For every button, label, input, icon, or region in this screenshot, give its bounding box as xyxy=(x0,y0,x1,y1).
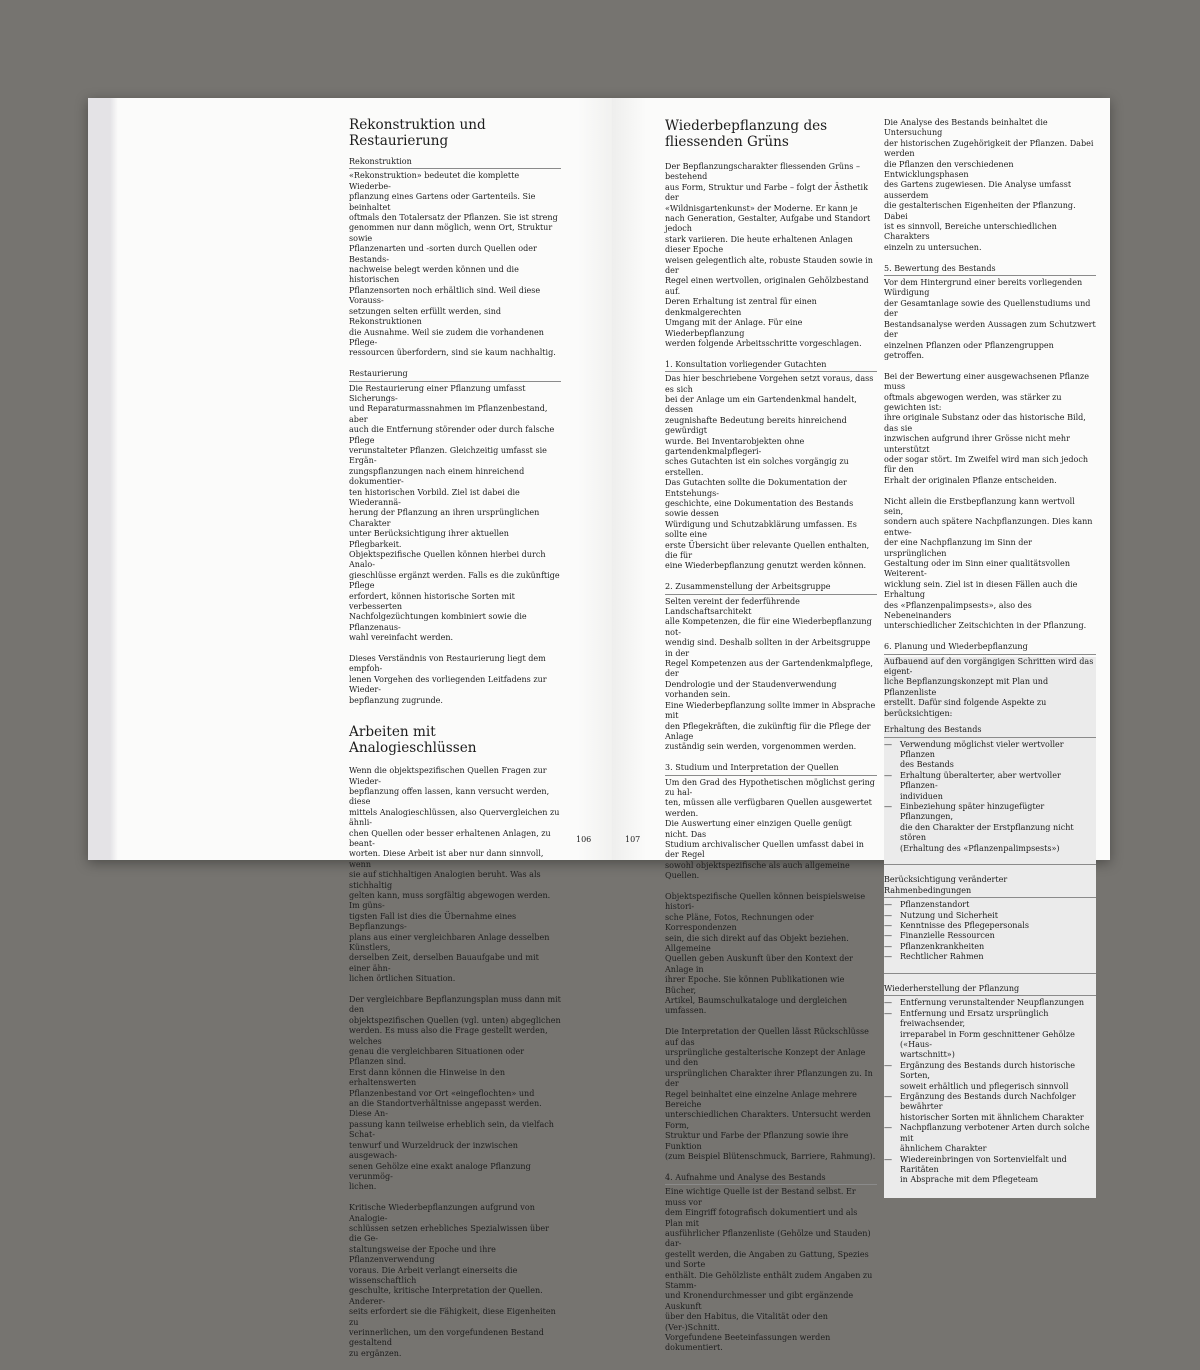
list-item: — Kenntnisse des Pflegepersonals xyxy=(884,921,1096,931)
page-number-right: 107 xyxy=(625,835,641,844)
list-preservation xyxy=(884,740,1096,854)
text-restaurierung: Die Restaurierung einer Pflanzung umfasst Sicherungs- und Reparaturmassnahmen im Pflanzenbestand, aber auch die Entfernung störender oder durch falsche Pflege verunstalteter Pflanzen. Gleichzeitig umfasst sie Ergän- zungspflanzungen nach einem hinreichend dokumentier- ten historischen Vorbild. Ziel ist dabei die Wiederannä- herung der Pflanzung an ihren ursprünglichen Charakter unter Berücksichtigung ihrer aktuellen Pflegbarkeit. Objektspezifische Quellen können hierbei durch Analo- gieschlüsse ergänzt werden. Falls es die zukünftige Pflege erfordert, können historische Sorten mit verbesserten Nachfolgezüchtungen kombiniert sowie die Pflanzenaus- wahl vereinfacht werden. xyxy=(349,383,560,643)
section-title-reconstruction: Rekonstruktion und Restaurierung xyxy=(349,117,486,149)
box-heading-restoration: Wiederherstellung der Pflanzung xyxy=(884,984,1096,996)
list-item: — Pflanzenstandort xyxy=(884,900,1096,910)
text-analogies-3: Kritische Wiederbepflanzungen aufgrund von Analogie- schlüssen setzen erhebliches Spezialwissen über die Ge- staltungsweise der Epoche und ihre Pflanzenverwendung voraus. Die Arbeit verlangt einerseits die wissenschaftlich geschulte, kritische Interpretation der Quellen. Anderer- seits erfordert sie die Fähigkeit, diese Eigenheiten zu verinnerlichen, um den vorgefundenen Bestand gestaltend zu ergänzen. xyxy=(349,1203,556,1358)
text-step-2: Selten vereint der federführende Landschaftsarchitekt alle Kompetenzen, die für eine Wiederbepflanzung not- wendig sind. Deshalb sollten in der Arbeitsgruppe in der Regel Kompetenzen aus der Gartendenkmalpflege, der Dendrologie und der Staudenverwendung vorhanden sein. Eine Wiederbepflanzung sollte immer in Absprache mit den Pflegekräften, die zukünftig für die Pflege der Anlage zuständig sein werden, vorgenommen werden. xyxy=(665,596,876,752)
list-item: — Pflanzenkrankheiten xyxy=(884,942,1096,952)
page-number-left: 106 xyxy=(576,835,592,844)
heading-step-1: 1. Konsultation vorliegender Gutachten xyxy=(665,360,877,372)
right-column-2 xyxy=(884,118,1096,1198)
heading-rekonstruktion: Rekonstruktion xyxy=(349,157,561,169)
text-step-6: Aufbauend auf den vorgängigen Schritten wird das eigent- liche Bepflanzungskonzept mit Plan und Pflanzenliste erstellt. Dafür sind folgende Aspekte zu berücksichtigen: xyxy=(884,656,1094,718)
left-page xyxy=(88,98,612,1358)
text-step-3c: Die Interpretation der Quellen lässt Rückschlüsse auf das ursprüngliche gestalterische Konzept der Anlage und den ursprünglichen Charakter ihrer Pflanzungen zu. In der Regel beinhaltet eine einzelne Anlage mehrere Bereiche unterschiedlichen Charakters. Untersucht werden Form, Struktur und Farbe der Pflanzung sowie ihre Funktion (zum Beispiel Blütenschmuck, Barriere, Rahmung). xyxy=(665,1027,876,1162)
heading-step-6: 6. Planung und Wiederbepflanzung xyxy=(884,642,1096,654)
list-item: — Erhaltung überalterter, aber wertvoller Pflanzen- individuen xyxy=(884,771,1096,802)
list-item: — Nutzung und Sicherheit xyxy=(884,911,1096,921)
right-column-1 xyxy=(665,118,877,1364)
heading-restaurierung: Restaurierung xyxy=(349,369,561,381)
text-analogies-1: Wenn die objektspezifischen Quellen Fragen zur Wieder- bepflanzung offen lassen, kann versucht werden, diese mittels Analogieschlüssen, also Quervergleichen zu ähnli- chen Quellen oder besser erhaltenen Anlagen, zu beant- worten. Diese Arbeit ist aber nur dann sinnvoll, wenn sie auf stichhaltigen Analogien beruht. Was als stichhaltig gelten kann, muss sorgfältig abgewogen werden. Im güns- tigsten Fall ist dies die Übernahme eines Bepflanzungs- plans aus einer vergleichbaren Anlage desselben Künstlers, derselben Zeit, derselben Bauaufgabe und mit einer ähn- lichen örtlichen Situation. xyxy=(349,766,560,984)
step-6-box xyxy=(884,657,1096,1198)
right-page xyxy=(612,98,1110,1353)
text-step-5b: Bei der Bewertung einer ausgewachsenen Pflanze muss oftmals abgewogen werden, was stärker zu gewichten ist: ihre originale Substanz oder das historische Bild, das sie inzwischen aufgrund ihrer Grösse nicht mehr unterstützt oder sogar stört. Im Zweifel wird man sich jedoch für den Erhalt der originalen Pflanze entscheiden. xyxy=(884,371,1090,485)
heading-step-4: 4. Aufnahme und Analyse des Bestands xyxy=(665,1173,877,1185)
text-step-3a: Um den Grad des Hypothetischen möglichst gering zu hal- ten, müssen alle verfügbaren Quellen ausgewertet werden. Die Auswertung einer einzigen Quelle genügt nicht. Das Studium archivalischer Quellen umfasst dabei in der Regel sowohl objektspezifische als auch allgemeine Quellen. xyxy=(665,777,875,881)
box-heading-preservation: Erhaltung des Bestands xyxy=(884,725,1096,737)
divider xyxy=(884,973,1096,974)
text-intro: Der Bepflanzungscharakter fliessenden Grüns – bestehend aus Form, Struktur und Farbe – folgt der Ästhetik der «Wildnisgartenkunst» der Moderne. Er kann je nach Generation, Gestalter, Aufgabe und Standort jedoch stark variieren. Die heute erhaltenen Anlagen dieser Epoche weisen gelegentlich alte, robuste Stauden sowie in der Regel einen wertvollen, originalen Gehölzbestand auf. Deren Erhaltung ist zentral für einen denkmalgerechten Umgang mit der Anlage. Für eine Wiederbepflanzung werden folgende Arbeitsschritte vorgeschlagen. xyxy=(665,162,873,348)
list-item: — Nachpflanzung verbotener Arten durch solche mit ähnlichem Charakter xyxy=(884,1123,1096,1154)
list-item: — Finanzielle Ressourcen xyxy=(884,931,1096,941)
list-conditions xyxy=(884,900,1096,962)
section-title-analogies: Arbeiten mit Analogieschlüssen xyxy=(349,724,477,757)
divider xyxy=(884,864,1096,865)
text-step-3b: Objektspezifische Quellen können beispielsweise histori- sche Pläne, Fotos, Rechnungen oder Korrespondenzen sein, die sich direkt auf das Objekt beziehen. Allgemeine Quellen geben Auskunft über den Kontext der Anlage in ihrer Epoche. Sie können Publikationen wie Bücher, Artikel, Baumschulkataloge und dergleichen umfassen. xyxy=(665,891,866,1016)
text-analogies-2: Der vergleichbare Bepflanzungsplan muss dann mit den objektspezifischen Quellen (vgl. unten) abgeglichen werden. Es muss also die Frage gestellt werden, welches genau die vergleichbaren Situationen oder Pflanzen sind. Erst dann können die Hinweise in den erhaltenswerten Pflanzenbestand vor Ort «eingeflochten» und an die Standortverhältnisse angepasst werden. Diese An- passung kann teilweise erheblich sein, da vielfach Schat- tenwurf und Wurzeldruck der inzwischen ausgewach- senen Gehölze eine exakt analoge Pflanzung verunmög- lichen. xyxy=(349,995,561,1192)
box-heading-conditions: Berücksichtigung veränderter Rahmenbedingungen xyxy=(884,875,1096,898)
list-item: — Verwendung möglichst vieler wertvoller Pflanzen des Bestands xyxy=(884,740,1096,771)
list-item: — Entfernung verunstaltender Neupflanzungen xyxy=(884,998,1096,1008)
heading-step-3: 3. Studium und Interpretation der Quellen xyxy=(665,763,877,775)
text-restaurierung-2: Dieses Verständnis von Restaurierung liegt dem empfoh- lenen Vorgehen des vorliegenden Leitfadens zur Wieder- bepflanzung zugrunde. xyxy=(349,654,547,705)
text-step-1: Das hier beschriebene Vorgehen setzt voraus, dass es sich bei der Anlage um ein Gartendenkmal handelt, dessen zeugnishafte Bedeutung bereits hinreichend gewürdigt wurde. Bei Inventarobjekten ohne gartendenkmalpflegeri- sches Gutachten ist ein solches vorgängig zu erstellen. Das Gutachten sollte die Dokumentation der Entstehungs- geschichte, eine Dokumentation des Bestands sowie dessen Würdigung und Schutzabklärung umfassen. Es sollte eine erste Übersicht über relevante Quellen enthalten, die für eine Wiederbepflanzung genutzt werden können. xyxy=(665,374,874,571)
list-item: — Ergänzung des Bestands durch Nachfolger bewährter historischer Sorten mit ähnlichem Charakter xyxy=(884,1092,1096,1123)
text-step-5c: Nicht allein die Erstbepflanzung kann wertvoll sein, sondern auch spätere Nachpflanzungen. Dies kann entwe- der eine Nachpflanzung im Sinn der ursprünglichen Gestaltung oder im Sinn einer qualitätsvollen Weiterent- wicklung sein. Ziel ist in diesen Fällen auch die Erhaltung des «Pflanzenpalimpsests», also des Nebeneinanders unterschiedlicher Zeitschichten in der Pflanzung. xyxy=(884,496,1093,631)
section-title-replanting: Wiederbepflanzung des fliessenden Grüns xyxy=(665,118,828,150)
list-item: — Entfernung und Ersatz ursprünglich freiwachsender, irreparabel in Form geschnittener Gehölze («Haus- wartschnitt») xyxy=(884,1009,1096,1061)
list-item: — Rechtlicher Rahmen xyxy=(884,952,1096,962)
heading-step-2: 2. Zusammenstellung der Arbeitsgruppe xyxy=(665,582,877,594)
text-step-4: Eine wichtige Quelle ist der Bestand selbst. Er muss vor dem Eingriff fotografisch dokumentiert und als Plan mit ausführlicher Pflanzenliste (Gehölze und Stauden) dar- gestellt werden, die Angaben zu Gattung, Spezies und Sorte enthält. Die Gehölzliste enthält zudem Angaben zu Stamm- und Kronendurchmesser und gibt ergänzende Auskunft über den Habitus, die Vitalität oder den (Ver-)Schnitt. Vorgefundene Beeteinfassungen werden dokumentiert. xyxy=(665,1187,873,1353)
list-restoration xyxy=(884,998,1096,1185)
text-rekonstruktion: «Rekonstruktion» bedeutet die komplette Wiederbe- pflanzung eines Gartens oder Gartenteils. Sie beinhaltet oftmals den Totalersatz der Pflanzen. Sie ist streng genommen nur dann möglich, wenn Ort, Struktur sowie Pflanzenarten und -sorten durch Quellen oder Bestands- nachweise belegt werden können und die historischen Pflanzensorten noch erhältlich sind. Weil diese Vorauss- setzungen selten erfüllt werden, sind Rekonstruktionen die Ausnahme. Weil sie zudem die vorhandenen Pflege- ressourcen überfordern, sind sie kaum nachhaltig. xyxy=(349,171,558,358)
left-column xyxy=(349,118,561,1370)
heading-step-5: 5. Bewertung des Bestands xyxy=(884,264,1096,276)
text-step-4b: Die Analyse des Bestands beinhaltet die Untersuchung der historischen Zugehörigkeit der Pflanzen. Dabei werden die Pflanzen den verschiedenen Entwicklungsphasen des Gartens zugewiesen. Die Analyse umfasst ausserdem die gestalterischen Eigenheiten der Pflanzung. Dabei ist es sinnvoll, Bereiche unterschiedlichen Charakters einzeln zu untersuchen. xyxy=(884,118,1094,252)
list-item: — Wiedereinbringen von Sortenvielfalt und Raritäten in Absprache mit dem Pflegeteam xyxy=(884,1155,1096,1186)
list-item: — Einbeziehung später hinzugefügter Pflanzungen, die den Charakter der Erstpflanzung nicht stören (Erhaltung des «Pflanzenpalimpsests») xyxy=(884,802,1096,854)
list-item: — Ergänzung des Bestands durch historische Sorten, soweit erhältlich und pflegerisch sinnvoll xyxy=(884,1061,1096,1092)
book-spread xyxy=(88,98,1110,1358)
text-step-5a: Vor dem Hintergrund einer bereits vorliegenden Würdigung der Gesamtanlage sowie des Quellenstudiums und der Bestandsanalyse werden Aussagen zum Schutzwert der einzelnen Pflanzen oder Pflanzengruppen getroffen. xyxy=(884,278,1096,360)
